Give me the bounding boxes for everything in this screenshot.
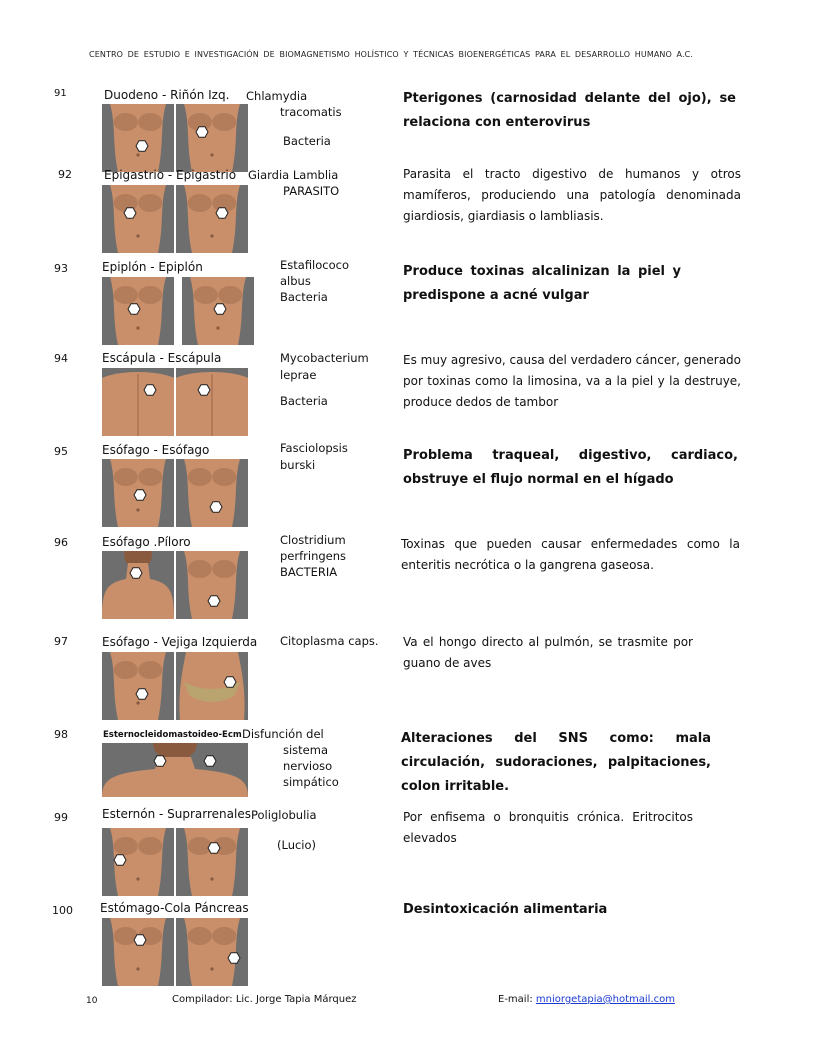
marker-hexagon [154, 756, 166, 766]
entry-micro-line: Mycobacterium [280, 351, 369, 365]
marker-hexagon [214, 304, 226, 314]
body-image [102, 368, 174, 436]
marker-hexagon [128, 304, 140, 314]
body-image [176, 828, 248, 896]
entry-micro-line: Fasciolopsis [280, 441, 348, 455]
entry-description: Va el hongo directo al pulmón, se trasmite por guano de aves [403, 635, 693, 670]
marker-hexagon [210, 502, 222, 512]
compiler-credit: Compilador: Lic. Jorge Tapia Márquez [172, 994, 357, 1005]
entry-description: Alteraciones del SNS como: mala circulación, sudoraciones, palpitaciones, colon irritable. [401, 731, 711, 794]
entry-micro-line: Poliglobulia [251, 808, 317, 822]
body-image [176, 652, 248, 720]
entry-description: Produce toxinas alcalinizan la piel y predispone a acné vulgar [403, 264, 681, 303]
entry-number: 94 [54, 352, 68, 365]
entry-micro-line: Giardia Lamblia [248, 168, 339, 182]
entry-number: 97 [54, 635, 68, 648]
page-number: 10 [86, 996, 98, 1006]
marker-hexagon [204, 756, 216, 766]
marker-hexagon [216, 208, 228, 218]
marker-hexagon [130, 568, 142, 578]
body-image [182, 277, 254, 345]
entry-description: Por enfisema o bronquitis crónica. Eritrocitos elevados [403, 810, 693, 845]
body-image [102, 185, 174, 253]
entry-description: Pterigones (carnosidad delante del ojo), se relaciona con enterovirus [403, 91, 736, 130]
document-header: CENTRO DE ESTUDIO E INVESTIGACIÓN DE BIOMAGNETISMO HOLÍSTICO Y TÉCNICAS BIOENERGÉTICAS PARA EL DESARROLLO HUMANO A.C. [89, 50, 693, 59]
entry-title: Estómago-Cola Páncreas [100, 901, 249, 915]
entry-description: Problema traqueal, digestivo, cardiaco, obstruye el flujo normal en el hígado [403, 448, 738, 487]
email-line [498, 994, 675, 1005]
body-image [102, 277, 174, 345]
marker-hexagon [134, 935, 146, 945]
entry-number: 91 [54, 88, 67, 99]
body-image [176, 368, 248, 436]
marker-hexagon [124, 208, 136, 218]
entry-number: 96 [54, 536, 68, 549]
body-image [176, 918, 248, 986]
body-image [102, 104, 174, 172]
body-image [102, 743, 248, 797]
marker-hexagon [198, 385, 210, 395]
body-image [102, 459, 174, 527]
entry-micro-line: burski [280, 458, 316, 472]
entry-micro-line: nervioso [283, 759, 333, 773]
entry-micro-line: Citoplasma caps. [280, 634, 379, 648]
body-image [176, 459, 248, 527]
entry-title: Epiplón - Epiplón [102, 260, 203, 274]
marker-hexagon [208, 843, 220, 853]
body-image [176, 104, 248, 172]
entry-title: Escápula - Escápula [102, 351, 222, 365]
entry-micro-line: leprae [280, 368, 317, 382]
entry-description: Es muy agresivo, causa del verdadero cáncer, generado por toxinas como la limosina, va a la piel y la destruye, produce dedos de tambor [403, 353, 742, 409]
entry-micro-line: Chlamydia [246, 89, 308, 103]
entry-number: 99 [54, 811, 68, 824]
entry-title: Esternón - Suprarrenales [102, 807, 251, 821]
entry-description: Toxinas que pueden causar enfermedades como la enteritis necrótica o la gangrena gaseosa. [401, 537, 740, 572]
entry-micro-line: Clostridium [280, 533, 346, 547]
entry-micro-line: Bacteria [280, 290, 328, 304]
entry-number: 92 [58, 168, 72, 181]
entry-micro-line: sistema [283, 743, 329, 757]
entry-micro-line: (Lucio) [277, 838, 317, 852]
entry-number: 98 [54, 728, 68, 741]
marker-hexagon [144, 385, 156, 395]
entry-micro-line: BACTERIA [280, 565, 338, 579]
email-label: E-mail: [498, 994, 536, 1005]
marker-hexagon [224, 677, 236, 687]
entry-micro-line: Bacteria [283, 134, 331, 148]
entry-title: Esófago - Esófago [102, 443, 210, 457]
marker-hexagon [196, 127, 208, 137]
entry-title: Epigastrio - Epigastrio [104, 168, 237, 182]
body-image [102, 828, 174, 896]
entry-description: Parasita el tracto digestivo de humanos y otros mamíferos, produciendo una patología denominada giardiosis, giardiasis o lambliasis. [403, 167, 741, 223]
entry-number: 95 [54, 445, 68, 458]
entry-title: Esternocleidomastoideo-Ecm [103, 730, 242, 740]
entry-number: 93 [54, 262, 68, 275]
entry-micro-line: simpático [283, 775, 339, 789]
entry-micro-line: Disfunción del [242, 727, 324, 741]
body-image [176, 185, 248, 253]
entry-title: Duodeno - Riñón Izq. [104, 88, 230, 102]
entry-title: Esófago .Píloro [102, 535, 191, 549]
marker-hexagon [136, 689, 148, 699]
body-image [102, 918, 174, 986]
marker-hexagon [134, 490, 146, 500]
marker-hexagon [136, 141, 148, 151]
email-link[interactable]: mniorgetapia@hotmail.com [535, 994, 675, 1005]
entry-micro-line: Estafilococo [280, 258, 350, 272]
body-image [176, 551, 248, 619]
entry-description: Desintoxicación alimentaria [403, 902, 608, 917]
body-image [102, 551, 174, 619]
entry-micro-line: tracomatis [280, 105, 342, 119]
entry-micro-line: Bacteria [280, 394, 328, 408]
entry-micro-line: albus [280, 274, 311, 288]
entry-micro-line: PARASITO [283, 184, 340, 198]
entry-number: 100 [52, 904, 73, 917]
entry-micro-line: perfringens [280, 549, 347, 563]
marker-hexagon [208, 596, 220, 606]
body-image [102, 652, 174, 720]
marker-hexagon [228, 953, 240, 963]
marker-hexagon [114, 855, 126, 865]
entry-title: Esófago - Vejiga Izquierda [102, 635, 258, 649]
